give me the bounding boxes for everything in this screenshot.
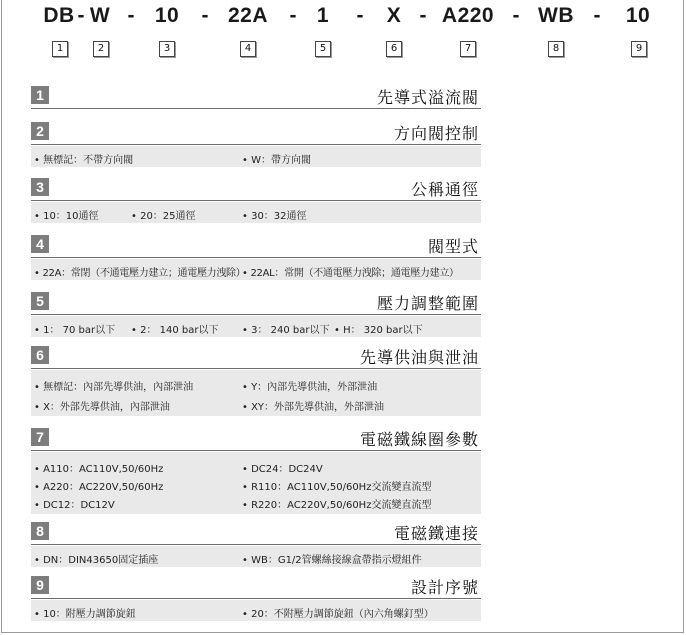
section-header — [31, 428, 481, 451]
option-item: • R110：AC110V,50/60Hz交流變直流型 — [242, 482, 432, 493]
option-item: • 3： 240 bar以下 — [242, 325, 330, 336]
section-title: 先導式溢流閥 — [376, 88, 479, 107]
code-index-box: 4 — [240, 41, 256, 57]
code-separator: - — [289, 4, 297, 27]
section-number-badge: 2 — [31, 122, 49, 140]
section-6 — [31, 346, 481, 416]
section-number-badge: 7 — [31, 428, 49, 446]
section-body — [31, 452, 481, 514]
section-3 — [31, 178, 481, 223]
code-index-box: 1 — [52, 41, 68, 57]
section-number-badge: 5 — [31, 292, 49, 310]
section-1 — [31, 86, 481, 109]
code-separator: - — [356, 4, 364, 27]
section-header — [31, 86, 481, 109]
code-index-box: 2 — [93, 41, 109, 57]
code-part-3: 10 — [154, 4, 180, 27]
section-title: 先導供油與泄油 — [359, 348, 479, 367]
option-item: • R220：AC220V,50/60Hz交流變直流型 — [242, 500, 432, 511]
option-item: • 10：10通徑 — [34, 211, 99, 222]
section-body — [31, 259, 481, 280]
code-index-box: 3 — [159, 41, 175, 57]
option-item: • 2： 140 bar以下 — [131, 325, 219, 336]
code-part-5: 1 — [316, 4, 330, 27]
code-separator: - — [77, 4, 85, 27]
section-2 — [31, 122, 481, 167]
section-header — [31, 122, 481, 145]
model-code-row — [0, 4, 686, 54]
code-index-box: 5 — [315, 41, 331, 57]
section-header — [31, 292, 481, 315]
option-item: • W：帶方向閥 — [242, 155, 311, 166]
section-7 — [31, 428, 481, 514]
section-number-badge: 9 — [31, 576, 49, 594]
section-body — [31, 146, 481, 167]
code-part-7: A220 — [441, 4, 495, 27]
code-part-6: X — [386, 4, 402, 27]
section-header — [31, 178, 481, 201]
code-part-9: 10 — [625, 4, 651, 27]
code-separator: - — [127, 4, 135, 27]
section-title: 方向閥控制 — [393, 124, 479, 143]
option-item: • X：外部先導供油，內部泄油 — [34, 402, 170, 413]
option-item: • A220：AC220V,50/60Hz — [34, 482, 164, 493]
section-body — [31, 202, 481, 223]
section-number-badge: 4 — [31, 235, 49, 253]
option-item: • 20：不附壓力調節旋鈕（內六角螺釘型） — [242, 609, 434, 620]
section-body — [31, 546, 481, 567]
option-item: • H： 320 bar以下 — [334, 325, 423, 336]
section-title: 公稱通徑 — [410, 180, 479, 199]
code-part-8: WB — [538, 4, 574, 27]
code-index-box: 7 — [460, 41, 476, 57]
section-5 — [31, 292, 481, 337]
code-part-2: W — [89, 4, 111, 27]
option-item: • 1： 70 bar以下 — [34, 325, 116, 336]
section-4 — [31, 235, 481, 280]
section-number-badge: 3 — [31, 178, 49, 196]
code-part-4: 22A — [227, 4, 269, 27]
option-item: • DN：DIN43650固定插座 — [34, 555, 159, 566]
option-item: • 22AL：常開（不通電壓力洩除；通電壓力建立） — [242, 268, 459, 279]
option-item: • DC12：DC12V — [34, 500, 115, 511]
section-body — [31, 600, 481, 621]
section-body — [31, 316, 481, 337]
code-separator: - — [593, 4, 601, 27]
code-index-box: 8 — [548, 41, 564, 57]
section-title: 電磁鐵線圈參數 — [359, 430, 479, 449]
section-header — [31, 235, 481, 258]
code-separator: - — [201, 4, 209, 27]
option-item: • DC24：DC24V — [242, 464, 323, 475]
section-body — [31, 370, 481, 416]
option-item: • 無標記：內部先導供油，內部泄油 — [34, 382, 194, 393]
code-index-box: 6 — [386, 41, 402, 57]
code-index-box: 9 — [631, 41, 647, 57]
option-item: • Y：內部先導供油，外部泄油 — [242, 382, 378, 393]
code-separator: - — [419, 4, 427, 27]
option-item: • 20：25通徑 — [131, 211, 196, 222]
option-item: • A110：AC110V,50/60Hz — [34, 464, 164, 475]
section-header — [31, 522, 481, 545]
section-9 — [31, 576, 481, 621]
section-number-badge: 6 — [31, 346, 49, 364]
section-title: 電磁鐵連接 — [393, 524, 479, 543]
section-header — [31, 346, 481, 369]
option-item: • 無標記：不帶方向閥 — [34, 155, 134, 166]
section-title: 壓力調整範圍 — [376, 294, 479, 313]
option-item: • WB：G1/2管螺絲接線盒帶指示燈組件 — [242, 555, 422, 566]
section-title: 設計序號 — [410, 578, 479, 597]
code-part-1: DB — [43, 4, 75, 27]
option-item: • 30：32通徑 — [242, 211, 307, 222]
section-header — [31, 576, 481, 599]
section-8 — [31, 522, 481, 567]
section-number-badge: 1 — [31, 86, 49, 104]
code-separator: - — [512, 4, 520, 27]
option-item: • 22A：常閉（不通電壓力建立；通電壓力洩除） — [34, 268, 246, 279]
option-item: • 10：附壓力調節旋鈕 — [34, 609, 136, 620]
section-title: 閥型式 — [427, 237, 479, 256]
option-item: • XY：外部先導供油，外部泄油 — [242, 402, 385, 413]
section-number-badge: 8 — [31, 522, 49, 540]
